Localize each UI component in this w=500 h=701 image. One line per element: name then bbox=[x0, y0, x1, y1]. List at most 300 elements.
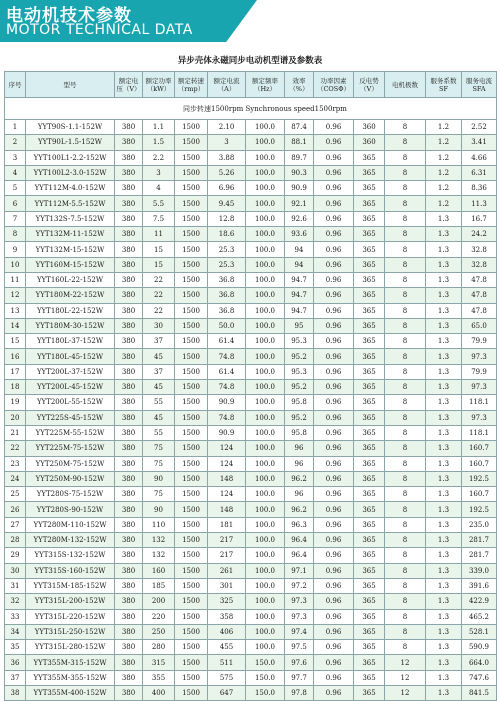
cell-power-factor: 0.96 bbox=[314, 609, 354, 624]
cell-speed: 1500 bbox=[175, 181, 208, 196]
cell-model: YYT315L-220-152W bbox=[26, 609, 115, 624]
cell-speed: 1500 bbox=[175, 640, 208, 655]
cell-frequency: 100.0 bbox=[246, 594, 285, 609]
cell-power: 22 bbox=[143, 288, 175, 303]
cell-power-factor: 0.96 bbox=[314, 502, 354, 517]
cell-current: 124 bbox=[208, 456, 246, 471]
cell-power-factor: 0.96 bbox=[314, 334, 354, 349]
cell-frequency: 100.0 bbox=[246, 380, 285, 395]
cell-power-factor: 0.96 bbox=[314, 303, 354, 318]
cell-poles: 8 bbox=[385, 533, 426, 548]
cell-model: YYT225M-75-152W bbox=[26, 441, 115, 456]
cell-service-factor: 1.3 bbox=[426, 349, 462, 364]
cell-power-factor: 0.96 bbox=[314, 425, 354, 440]
table-row bbox=[5, 257, 497, 272]
cell-power: 4 bbox=[143, 181, 175, 196]
cell-poles: 8 bbox=[385, 196, 426, 211]
cell-poles: 8 bbox=[385, 181, 426, 196]
cell-index: 1 bbox=[5, 120, 26, 135]
cell-power-factor: 0.96 bbox=[314, 380, 354, 395]
cell-voltage: 380 bbox=[115, 655, 143, 670]
cell-power: 3 bbox=[143, 165, 175, 180]
cell-model: YYT315M-185-152W bbox=[26, 578, 115, 593]
cell-frequency: 100.0 bbox=[246, 303, 285, 318]
col-header-frequency: 额定频率（Hz） bbox=[246, 72, 285, 98]
col-header-service-current: 服务电流SFA bbox=[462, 72, 497, 98]
cell-frequency: 100.0 bbox=[246, 318, 285, 333]
cell-efficiency: 94.7 bbox=[285, 272, 314, 287]
cell-speed: 1500 bbox=[175, 257, 208, 272]
cell-service-factor: 1.3 bbox=[426, 471, 462, 486]
cell-voltage: 380 bbox=[115, 303, 143, 318]
cell-power: 15 bbox=[143, 257, 175, 272]
cell-voltage: 380 bbox=[115, 533, 143, 548]
cell-back-emf: 365 bbox=[354, 456, 385, 471]
cell-power-factor: 0.96 bbox=[314, 594, 354, 609]
cell-current: 3.88 bbox=[208, 150, 246, 165]
cell-power: 55 bbox=[143, 395, 175, 410]
cell-service-current: 3.41 bbox=[462, 135, 497, 150]
cell-service-factor: 1.2 bbox=[426, 135, 462, 150]
cell-power: 45 bbox=[143, 410, 175, 425]
cell-frequency: 100.0 bbox=[246, 471, 285, 486]
cell-speed: 1500 bbox=[175, 594, 208, 609]
cell-index: 15 bbox=[5, 334, 26, 349]
cell-efficiency: 93.6 bbox=[285, 227, 314, 242]
cell-power: 200 bbox=[143, 594, 175, 609]
cell-speed: 1500 bbox=[175, 196, 208, 211]
cell-index: 34 bbox=[5, 624, 26, 639]
cell-current: 36.8 bbox=[208, 272, 246, 287]
cell-power: 1.1 bbox=[143, 120, 175, 135]
cell-voltage: 380 bbox=[115, 288, 143, 303]
cell-model: YYT280S-75-152W bbox=[26, 487, 115, 502]
cell-power-factor: 0.96 bbox=[314, 685, 354, 700]
cell-poles: 8 bbox=[385, 242, 426, 257]
cell-model: YYT355M-400-152W bbox=[26, 685, 115, 700]
cell-current: 261 bbox=[208, 563, 246, 578]
cell-power-factor: 0.96 bbox=[314, 211, 354, 226]
cell-efficiency: 95 bbox=[285, 318, 314, 333]
cell-back-emf: 365 bbox=[354, 257, 385, 272]
cell-power-factor: 0.96 bbox=[314, 165, 354, 180]
cell-power: 280 bbox=[143, 640, 175, 655]
cell-current: 325 bbox=[208, 594, 246, 609]
col-header-speed: 额定转速（rmp） bbox=[175, 72, 208, 98]
cell-service-current: 339.0 bbox=[462, 563, 497, 578]
cell-service-factor: 1.3 bbox=[426, 624, 462, 639]
cell-speed: 1500 bbox=[175, 227, 208, 242]
cell-power: 132 bbox=[143, 548, 175, 563]
cell-service-factor: 1.3 bbox=[426, 533, 462, 548]
cell-current: 148 bbox=[208, 471, 246, 486]
cell-model: YYT180M-30-152W bbox=[26, 318, 115, 333]
cell-voltage: 380 bbox=[115, 165, 143, 180]
cell-voltage: 380 bbox=[115, 227, 143, 242]
cell-service-current: 841.5 bbox=[462, 685, 497, 700]
cell-service-current: 32.8 bbox=[462, 257, 497, 272]
cell-index: 30 bbox=[5, 563, 26, 578]
cell-speed: 1500 bbox=[175, 655, 208, 670]
cell-voltage: 380 bbox=[115, 594, 143, 609]
cell-efficiency: 87.4 bbox=[285, 120, 314, 135]
cell-power: 220 bbox=[143, 609, 175, 624]
cell-service-factor: 1.3 bbox=[426, 380, 462, 395]
cell-index: 6 bbox=[5, 196, 26, 211]
cell-power-factor: 0.96 bbox=[314, 120, 354, 135]
cell-frequency: 100.0 bbox=[246, 288, 285, 303]
cell-back-emf: 365 bbox=[354, 181, 385, 196]
cell-service-factor: 1.3 bbox=[426, 563, 462, 578]
cell-speed: 1500 bbox=[175, 548, 208, 563]
cell-model: YYT355M-315-152W bbox=[26, 655, 115, 670]
cell-frequency: 100.0 bbox=[246, 196, 285, 211]
cell-service-current: 79.9 bbox=[462, 364, 497, 379]
cell-efficiency: 97.3 bbox=[285, 594, 314, 609]
cell-back-emf: 365 bbox=[354, 563, 385, 578]
cell-speed: 1500 bbox=[175, 272, 208, 287]
cell-current: 301 bbox=[208, 578, 246, 593]
cell-speed: 1500 bbox=[175, 425, 208, 440]
cell-speed: 1500 bbox=[175, 334, 208, 349]
cell-service-current: 2.52 bbox=[462, 120, 497, 135]
cell-power-factor: 0.96 bbox=[314, 349, 354, 364]
cell-index: 10 bbox=[5, 257, 26, 272]
cell-efficiency: 97.1 bbox=[285, 563, 314, 578]
cell-efficiency: 94 bbox=[285, 242, 314, 257]
cell-efficiency: 96.3 bbox=[285, 517, 314, 532]
cell-index: 17 bbox=[5, 364, 26, 379]
cell-current: 3 bbox=[208, 135, 246, 150]
col-header-voltage: 额定电压（V） bbox=[115, 72, 143, 98]
cell-voltage: 380 bbox=[115, 120, 143, 135]
cell-service-current: 118.1 bbox=[462, 395, 497, 410]
cell-power-factor: 0.96 bbox=[314, 395, 354, 410]
cell-voltage: 380 bbox=[115, 242, 143, 257]
cell-model: YYT112M-5.5-152W bbox=[26, 196, 115, 211]
cell-poles: 8 bbox=[385, 257, 426, 272]
cell-service-factor: 1.3 bbox=[426, 517, 462, 532]
cell-model: YYT280S-90-152W bbox=[26, 502, 115, 517]
cell-service-current: 160.7 bbox=[462, 441, 497, 456]
cell-efficiency: 97.2 bbox=[285, 578, 314, 593]
col-header-model: 型号 bbox=[26, 72, 115, 98]
cell-current: 358 bbox=[208, 609, 246, 624]
cell-frequency: 100.0 bbox=[246, 533, 285, 548]
cell-service-factor: 1.3 bbox=[426, 425, 462, 440]
cell-back-emf: 365 bbox=[354, 165, 385, 180]
cell-poles: 8 bbox=[385, 624, 426, 639]
cell-service-current: 47.8 bbox=[462, 303, 497, 318]
cell-index: 7 bbox=[5, 211, 26, 226]
cell-index: 9 bbox=[5, 242, 26, 257]
cell-efficiency: 96.4 bbox=[285, 548, 314, 563]
cell-model: YYT315S-132-152W bbox=[26, 548, 115, 563]
cell-speed: 1500 bbox=[175, 135, 208, 150]
cell-model: YYT180L-22-152W bbox=[26, 303, 115, 318]
cell-power: 5.5 bbox=[143, 196, 175, 211]
cell-poles: 8 bbox=[385, 594, 426, 609]
cell-efficiency: 90.3 bbox=[285, 165, 314, 180]
cell-service-current: 4.66 bbox=[462, 150, 497, 165]
cell-power: 160 bbox=[143, 563, 175, 578]
cell-model: YYT100L2-3.0-152W bbox=[26, 165, 115, 180]
cell-voltage: 380 bbox=[115, 685, 143, 700]
cell-index: 3 bbox=[5, 150, 26, 165]
cell-frequency: 100.0 bbox=[246, 609, 285, 624]
cell-power-factor: 0.96 bbox=[314, 196, 354, 211]
cell-back-emf: 365 bbox=[354, 349, 385, 364]
cell-service-current: 8.36 bbox=[462, 181, 497, 196]
cell-back-emf: 365 bbox=[354, 410, 385, 425]
cell-service-current: 590.9 bbox=[462, 640, 497, 655]
table-row bbox=[5, 120, 497, 135]
cell-index: 5 bbox=[5, 181, 26, 196]
speed-note-row bbox=[5, 98, 497, 120]
cell-current: 2.10 bbox=[208, 120, 246, 135]
cell-current: 217 bbox=[208, 533, 246, 548]
cell-speed: 1500 bbox=[175, 364, 208, 379]
cell-model: YYT200L-37-152W bbox=[26, 364, 115, 379]
motor-data-table bbox=[4, 71, 497, 701]
cell-current: 5.26 bbox=[208, 165, 246, 180]
table-row bbox=[5, 380, 497, 395]
cell-model: YYT315L-280-152W bbox=[26, 640, 115, 655]
table-row bbox=[5, 487, 497, 502]
cell-current: 647 bbox=[208, 685, 246, 700]
table-row bbox=[5, 227, 497, 242]
cell-model: YYT132M-11-152W bbox=[26, 227, 115, 242]
cell-back-emf: 365 bbox=[354, 318, 385, 333]
cell-power: 37 bbox=[143, 364, 175, 379]
cell-frequency: 100.0 bbox=[246, 242, 285, 257]
cell-service-factor: 1.3 bbox=[426, 670, 462, 685]
cell-back-emf: 365 bbox=[354, 578, 385, 593]
cell-power-factor: 0.96 bbox=[314, 578, 354, 593]
cell-model: YYT315L-250-152W bbox=[26, 624, 115, 639]
cell-voltage: 380 bbox=[115, 471, 143, 486]
table-row bbox=[5, 640, 497, 655]
cell-service-factor: 1.3 bbox=[426, 609, 462, 624]
table-row bbox=[5, 334, 497, 349]
table-row bbox=[5, 456, 497, 471]
cell-power-factor: 0.96 bbox=[314, 456, 354, 471]
cell-current: 455 bbox=[208, 640, 246, 655]
cell-index: 2 bbox=[5, 135, 26, 150]
table-row bbox=[5, 181, 497, 196]
cell-back-emf: 365 bbox=[354, 380, 385, 395]
cell-frequency: 100.0 bbox=[246, 502, 285, 517]
cell-service-current: 97.3 bbox=[462, 380, 497, 395]
cell-voltage: 380 bbox=[115, 334, 143, 349]
cell-voltage: 380 bbox=[115, 349, 143, 364]
cell-efficiency: 94.7 bbox=[285, 303, 314, 318]
cell-power: 11 bbox=[143, 227, 175, 242]
cell-voltage: 380 bbox=[115, 640, 143, 655]
cell-speed: 1500 bbox=[175, 563, 208, 578]
cell-index: 33 bbox=[5, 609, 26, 624]
cell-power: 2.2 bbox=[143, 150, 175, 165]
cell-efficiency: 95.2 bbox=[285, 380, 314, 395]
table-row bbox=[5, 655, 497, 670]
cell-current: 50.0 bbox=[208, 318, 246, 333]
cell-current: 74.8 bbox=[208, 349, 246, 364]
cell-service-factor: 1.3 bbox=[426, 548, 462, 563]
cell-back-emf: 365 bbox=[354, 242, 385, 257]
cell-power-factor: 0.96 bbox=[314, 227, 354, 242]
cell-power-factor: 0.96 bbox=[314, 640, 354, 655]
cell-efficiency: 97.3 bbox=[285, 609, 314, 624]
cell-index: 31 bbox=[5, 578, 26, 593]
cell-service-factor: 1.2 bbox=[426, 181, 462, 196]
cell-speed: 1500 bbox=[175, 441, 208, 456]
cell-back-emf: 365 bbox=[354, 548, 385, 563]
cell-power-factor: 0.96 bbox=[314, 135, 354, 150]
table-row bbox=[5, 609, 497, 624]
cell-speed: 1500 bbox=[175, 456, 208, 471]
cell-frequency: 100.0 bbox=[246, 227, 285, 242]
cell-current: 36.8 bbox=[208, 288, 246, 303]
table-row bbox=[5, 502, 497, 517]
cell-current: 61.4 bbox=[208, 334, 246, 349]
cell-efficiency: 95.2 bbox=[285, 410, 314, 425]
cell-current: 511 bbox=[208, 655, 246, 670]
cell-efficiency: 95.8 bbox=[285, 425, 314, 440]
cell-frequency: 100.0 bbox=[246, 135, 285, 150]
cell-power-factor: 0.96 bbox=[314, 670, 354, 685]
table-header-row bbox=[5, 72, 497, 98]
cell-poles: 8 bbox=[385, 303, 426, 318]
cell-voltage: 380 bbox=[115, 150, 143, 165]
col-header-power-factor: 功率因素（COSΦ） bbox=[314, 72, 354, 98]
cell-efficiency: 95.2 bbox=[285, 349, 314, 364]
cell-speed: 1500 bbox=[175, 670, 208, 685]
cell-service-current: 192.5 bbox=[462, 502, 497, 517]
cell-back-emf: 365 bbox=[354, 288, 385, 303]
cell-service-current: 47.8 bbox=[462, 288, 497, 303]
col-header-service-factor: 服务系数SF bbox=[426, 72, 462, 98]
cell-service-factor: 1.3 bbox=[426, 288, 462, 303]
cell-power: 7.5 bbox=[143, 211, 175, 226]
cell-efficiency: 95.3 bbox=[285, 334, 314, 349]
cell-poles: 8 bbox=[385, 288, 426, 303]
cell-voltage: 380 bbox=[115, 257, 143, 272]
cell-current: 18.6 bbox=[208, 227, 246, 242]
cell-model: YYT250M-75-152W bbox=[26, 456, 115, 471]
cell-back-emf: 365 bbox=[354, 441, 385, 456]
cell-model: YYT355M-355-152W bbox=[26, 670, 115, 685]
table-title: 异步壳体永磁同步电动机型谱及参数表 bbox=[177, 56, 323, 66]
cell-service-factor: 1.2 bbox=[426, 150, 462, 165]
cell-voltage: 380 bbox=[115, 425, 143, 440]
col-header-current: 额定电流（A） bbox=[208, 72, 246, 98]
cell-model: YYT315S-160-152W bbox=[26, 563, 115, 578]
cell-frequency: 100.0 bbox=[246, 456, 285, 471]
cell-voltage: 380 bbox=[115, 380, 143, 395]
cell-service-current: 528.1 bbox=[462, 624, 497, 639]
col-header-back-emf: 反电势（V） bbox=[354, 72, 385, 98]
cell-power-factor: 0.96 bbox=[314, 181, 354, 196]
cell-power-factor: 0.96 bbox=[314, 318, 354, 333]
table-row bbox=[5, 242, 497, 257]
cell-poles: 8 bbox=[385, 135, 426, 150]
cell-poles: 8 bbox=[385, 548, 426, 563]
cell-power: 45 bbox=[143, 380, 175, 395]
cell-speed: 1500 bbox=[175, 624, 208, 639]
cell-speed: 1500 bbox=[175, 533, 208, 548]
header-title-en: MOTOR TECHNICAL DATA bbox=[6, 22, 193, 38]
cell-back-emf: 360 bbox=[354, 135, 385, 150]
cell-current: 74.8 bbox=[208, 380, 246, 395]
cell-service-factor: 1.3 bbox=[426, 487, 462, 502]
cell-current: 148 bbox=[208, 502, 246, 517]
cell-frequency: 100.0 bbox=[246, 257, 285, 272]
cell-service-current: 160.7 bbox=[462, 487, 497, 502]
cell-index: 20 bbox=[5, 410, 26, 425]
cell-service-factor: 1.3 bbox=[426, 334, 462, 349]
cell-back-emf: 365 bbox=[354, 670, 385, 685]
cell-efficiency: 96 bbox=[285, 441, 314, 456]
cell-service-current: 192.5 bbox=[462, 471, 497, 486]
cell-service-current: 160.7 bbox=[462, 456, 497, 471]
cell-speed: 1500 bbox=[175, 150, 208, 165]
cell-speed: 1500 bbox=[175, 609, 208, 624]
cell-voltage: 380 bbox=[115, 410, 143, 425]
cell-service-current: 97.3 bbox=[462, 349, 497, 364]
cell-poles: 8 bbox=[385, 471, 426, 486]
cell-index: 13 bbox=[5, 303, 26, 318]
cell-current: 90.9 bbox=[208, 425, 246, 440]
cell-back-emf: 365 bbox=[354, 624, 385, 639]
cell-frequency: 100.0 bbox=[246, 578, 285, 593]
cell-service-current: 664.0 bbox=[462, 655, 497, 670]
cell-back-emf: 365 bbox=[354, 609, 385, 624]
cell-current: 25.3 bbox=[208, 257, 246, 272]
cell-poles: 8 bbox=[385, 563, 426, 578]
table-row bbox=[5, 624, 497, 639]
table-row bbox=[5, 288, 497, 303]
cell-current: 61.4 bbox=[208, 364, 246, 379]
cell-service-current: 97.3 bbox=[462, 410, 497, 425]
cell-power: 75 bbox=[143, 487, 175, 502]
cell-poles: 8 bbox=[385, 395, 426, 410]
cell-service-factor: 1.3 bbox=[426, 227, 462, 242]
table-row bbox=[5, 395, 497, 410]
cell-service-current: 6.31 bbox=[462, 165, 497, 180]
cell-poles: 8 bbox=[385, 425, 426, 440]
cell-current: 36.8 bbox=[208, 303, 246, 318]
cell-service-current: 16.7 bbox=[462, 211, 497, 226]
cell-service-factor: 1.3 bbox=[426, 242, 462, 257]
cell-poles: 8 bbox=[385, 578, 426, 593]
cell-voltage: 380 bbox=[115, 487, 143, 502]
cell-voltage: 380 bbox=[115, 609, 143, 624]
cell-poles: 8 bbox=[385, 410, 426, 425]
cell-frequency: 100.0 bbox=[246, 364, 285, 379]
cell-back-emf: 365 bbox=[354, 487, 385, 502]
cell-poles: 8 bbox=[385, 517, 426, 532]
cell-back-emf: 365 bbox=[354, 640, 385, 655]
cell-service-factor: 1.3 bbox=[426, 456, 462, 471]
cell-frequency: 100.0 bbox=[246, 441, 285, 456]
cell-back-emf: 365 bbox=[354, 471, 385, 486]
cell-frequency: 100.0 bbox=[246, 487, 285, 502]
cell-speed: 1500 bbox=[175, 120, 208, 135]
cell-poles: 8 bbox=[385, 120, 426, 135]
cell-power: 315 bbox=[143, 655, 175, 670]
cell-frequency: 100.0 bbox=[246, 563, 285, 578]
cell-index: 16 bbox=[5, 349, 26, 364]
